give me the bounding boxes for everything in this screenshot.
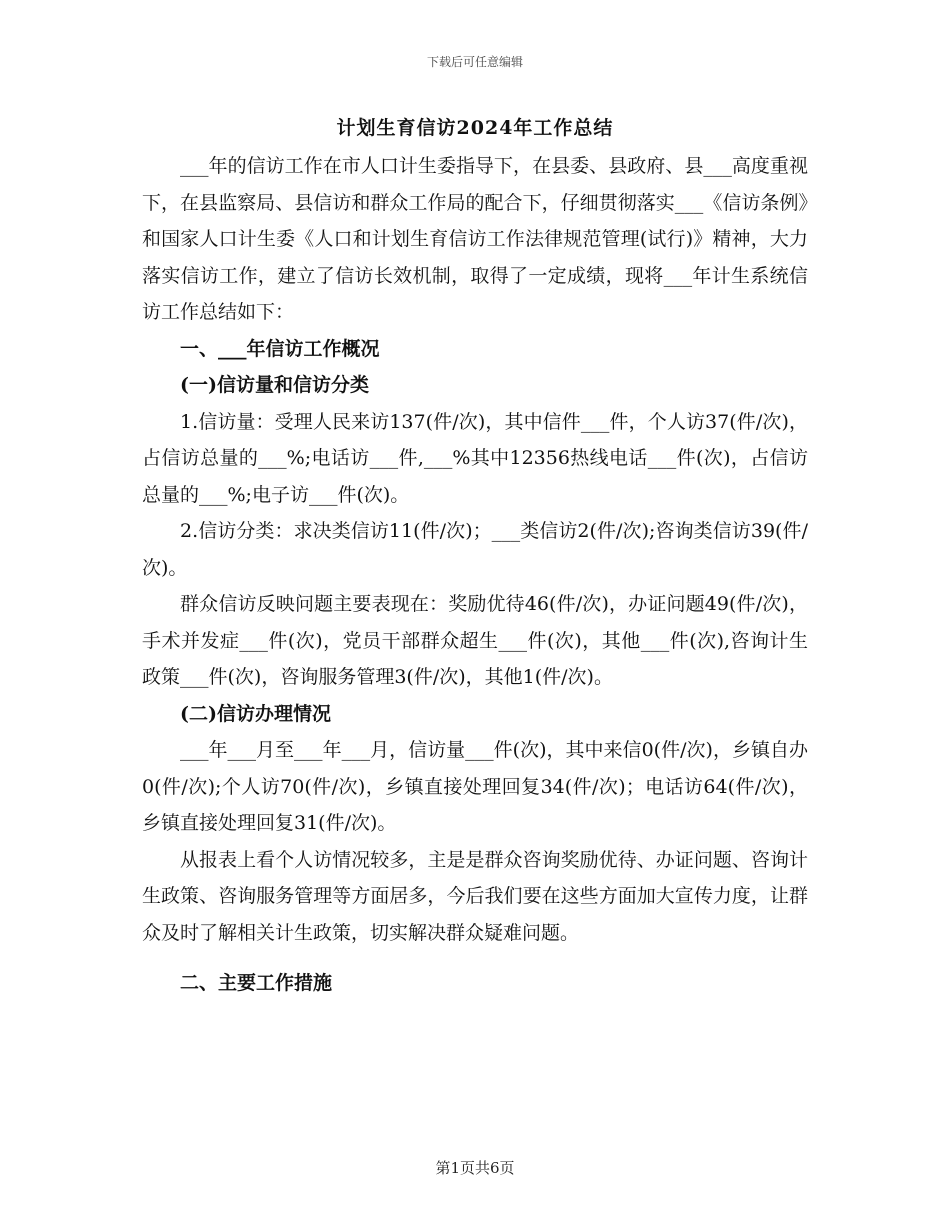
paragraph-analysis: 从报表上看个人访情况较多，主是是群众咨询奖励优待、办证问题、咨询计生政策、咨询服务管理等方面居多，今后我们要在这些方面加大宣传力度，让群众及时了解相关计生政策，切实解决群众疑难问题。 [142,848,808,944]
document-title: 计划生育信访2024年工作总结 [336,117,614,139]
header-note: 下载后可任意编辑 [426,55,523,69]
subsection-heading-1: (一)信访量和信访分类 [180,374,369,396]
paragraph-volume: 1.信访量：受理人民来访137(件/次)，其中信件___件，个人访37(件/次)，占信访总量的___%;电话访___件,___%其中12356热线电话___件(次)，占信访总量的___%;电子访___件(次)。 [142,410,808,506]
page-footer: 第1页共6页 [435,1159,515,1177]
paragraph-classification: 2.信访分类：求决类信访11(件/次)；___类信访2(件/次);咨询类信访39(件/次)。 [142,520,808,579]
paragraph-intro: ___年的信访工作在市人口计生委指导下，在县委、县政府、县___高度重视下，在县监察局、县信访和群众工作局的配合下，仔细贯彻落实___《信访条例》和国家人口计生委《人口和计划生育信访工作法律规范管理(试行)》精神，大力落实信访工作，建立了信访长效机制，取得了一定成绩，现将___年计生系统信访工作总结如下： [142,155,808,323]
section-heading-1: 一、___年信访工作概况 [180,337,380,360]
paragraph-issues: 群众信访反映问题主要表现在：奖励优待46(件/次)，办证问题49(件/次)，手术并发症___件(次)，党员干部群众超生___件(次)，其他___件(次),咨询计生政策___件(次)，咨询服务管理3(件/次)，其他1(件/次)。 [142,593,808,688]
subsection-heading-2: (二)信访办理情况 [180,702,331,725]
paragraph-handling: ___年___月至___年___月，信访量___件(次)，其中来信0(件/次)，乡镇自办0(件/次);个人访70(件/次)，乡镇直接处理回复34(件/次)；电话访64(件/次)，乡镇直接处理回复31(件/次)。 [142,739,808,834]
section-heading-2: 二、主要工作措施 [180,972,333,994]
document-body [142,148,808,1002]
